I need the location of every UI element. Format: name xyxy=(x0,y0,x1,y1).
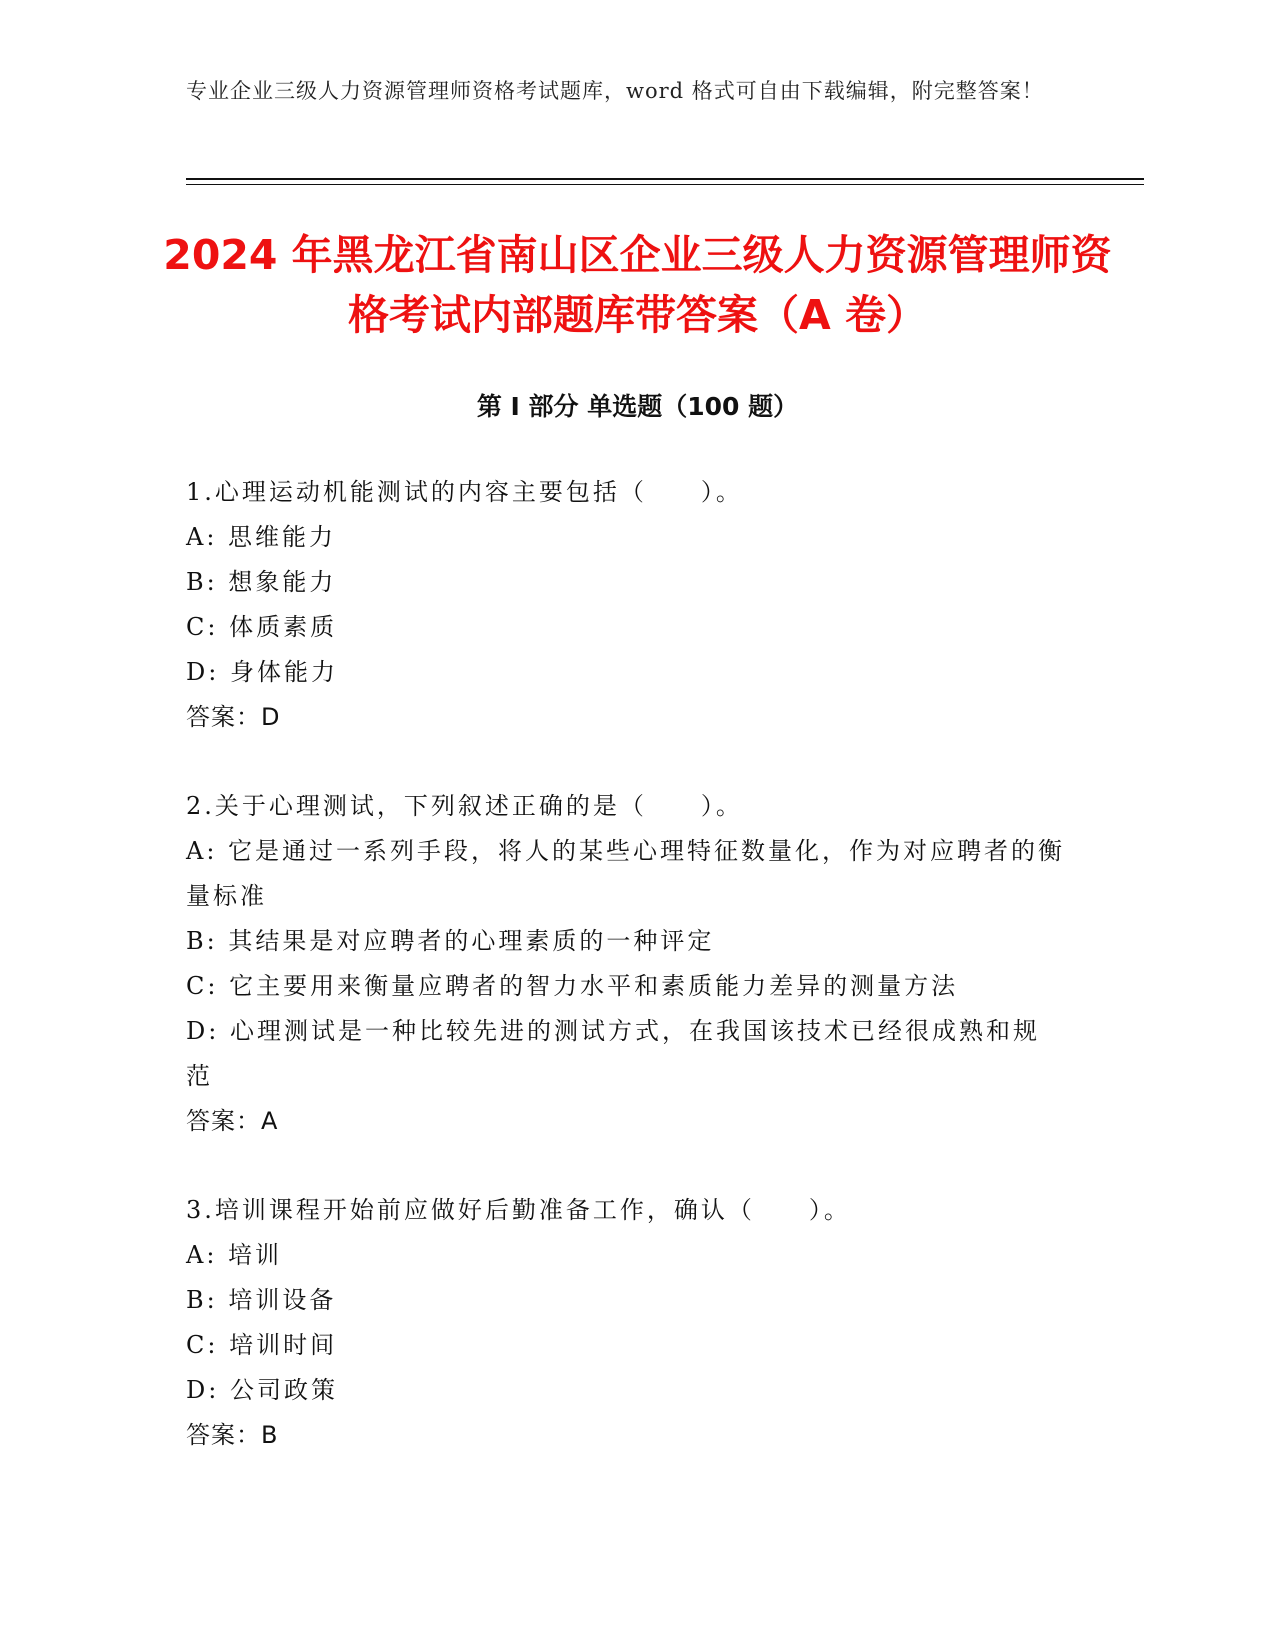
question-1 xyxy=(186,470,1066,740)
question-stem: 3.培训课程开始前应做好后勤准备工作，确认（ ）。 xyxy=(186,1196,851,1224)
header-divider-thick xyxy=(186,178,1144,180)
option-a: A: 培训 xyxy=(186,1241,283,1269)
question-2 xyxy=(186,784,1066,1144)
question-stem: 2.关于心理测试，下列叙述正确的是（ ）。 xyxy=(186,792,743,820)
option-c: C: 体质素质 xyxy=(186,613,338,641)
document-title: 2024 年黑龙江省南山区企业三级人力资源管理师资格考试内部题库带答案（A 卷） xyxy=(163,231,1112,339)
section-title: 第 I 部分 单选题（100 题） xyxy=(476,392,799,421)
option-b: B: 其结果是对应聘者的心理素质的一种评定 xyxy=(186,927,715,955)
answer-line: 答案：A xyxy=(186,1107,279,1135)
option-a: A: 思维能力 xyxy=(186,523,337,551)
header-divider-thin xyxy=(186,184,1144,185)
option-c: C: 培训时间 xyxy=(186,1331,338,1359)
option-b: B: 培训设备 xyxy=(186,1286,337,1314)
option-d: D: 心理测试是一种比较先进的测试方式，在我国该技术已经很成熟和规范 xyxy=(186,1017,1040,1090)
header-note: 专业企业三级人力资源管理师资格考试题库，word 格式可自由下载编辑，附完整答案！ xyxy=(186,79,1044,103)
answer-line: 答案：B xyxy=(186,1421,279,1449)
option-d: D: 身体能力 xyxy=(186,658,338,686)
option-a: A: 它是通过一系列手段，将人的某些心理特征数量化，作为对应聘者的衡量标准 xyxy=(186,837,1066,910)
option-b: B: 想象能力 xyxy=(186,568,337,596)
option-c: C: 它主要用来衡量应聘者的智力水平和素质能力差异的测量方法 xyxy=(186,972,959,1000)
question-3 xyxy=(186,1188,1066,1458)
answer-line: 答案：D xyxy=(186,703,281,731)
question-stem: 1.心理运动机能测试的内容主要包括（ ）。 xyxy=(186,478,743,506)
option-d: D: 公司政策 xyxy=(186,1376,338,1404)
question-list xyxy=(186,470,1066,1502)
